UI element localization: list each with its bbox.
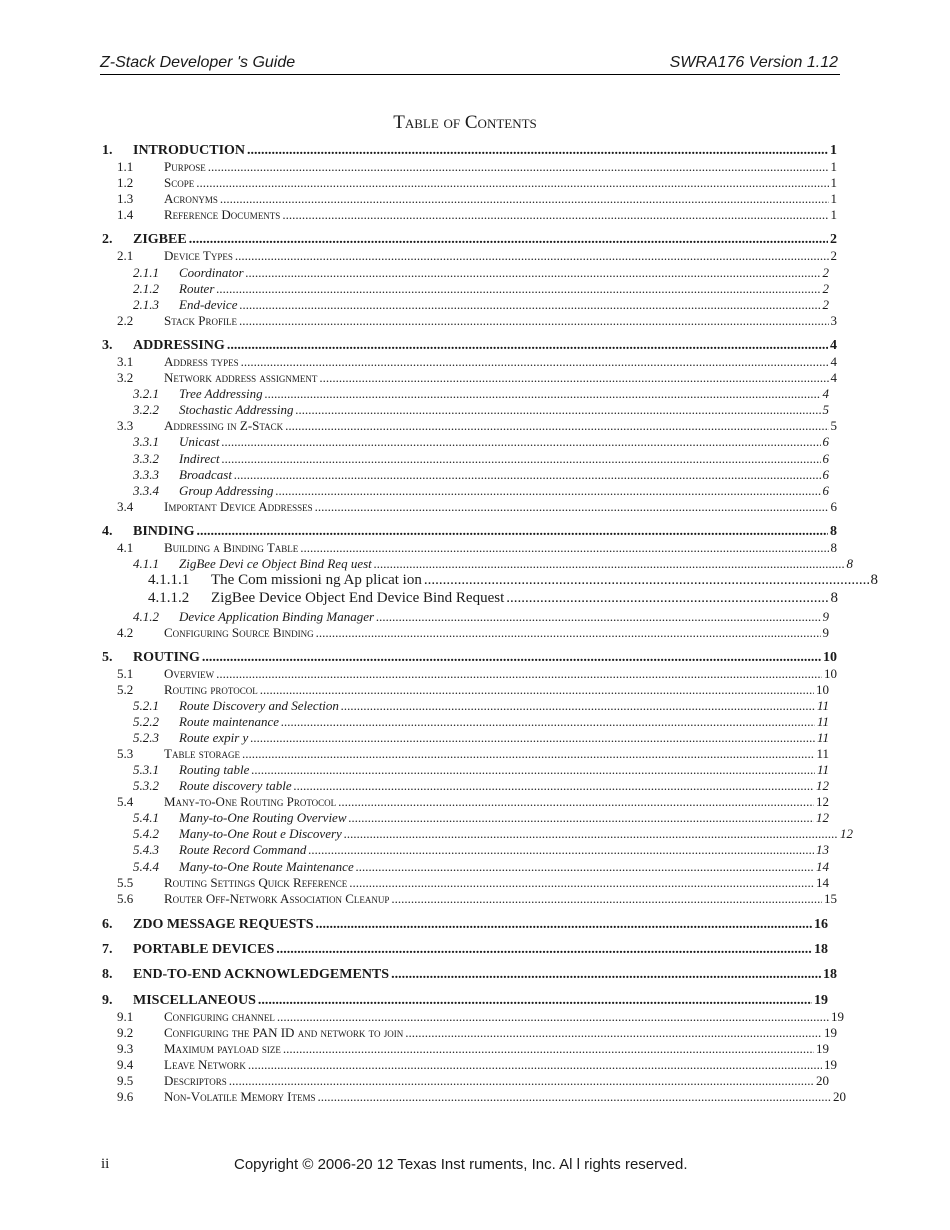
toc-entry[interactable]: 4.1 Building a Binding Table ..... 8 xyxy=(117,540,837,556)
toc-entry[interactable]: 5.5 Routing Settings Quick Reference ..... 14 xyxy=(117,875,829,891)
toc-entry[interactable]: 4.2 Configuring Source Binding ..... 9 xyxy=(117,625,829,641)
toc-entry[interactable]: 3.1 Address types ..... 4 xyxy=(117,354,837,370)
toc-entry[interactable]: 2.2 Stack Profile ..... 3 xyxy=(117,313,837,329)
toc-entry[interactable]: 3.2.1 Tree Addressing ..... 4 xyxy=(133,386,829,402)
toc-entry[interactable]: 5.4 Many-to-One Routing Protocol ..... 12 xyxy=(117,794,829,810)
toc-entry[interactable]: 5.4.3 Route Record Command ..... 13 xyxy=(133,842,829,858)
toc-entry[interactable]: 2.1 Device Types ..... 2 xyxy=(117,248,837,264)
toc-entry[interactable]: 3.4 Important Device Addresses ..... 6 xyxy=(117,499,837,515)
toc-entry[interactable]: 4.1.1 ZigBee Devi ce Object Bind Req uest ..... 8 xyxy=(133,556,853,572)
toc-entry[interactable]: 5.2 Routing protocol ..... 10 xyxy=(117,682,829,698)
toc-entry[interactable]: 1.1 Purpose ..... 1 xyxy=(117,159,837,175)
toc-entry[interactable]: 1.4 Reference Documents ..... 1 xyxy=(117,207,837,223)
toc-entry[interactable]: 9. MISCELLANEOUS ..... 19 xyxy=(102,993,828,1009)
toc-entry[interactable]: 5.4.4 Many-to-One Route Maintenance ..... 14 xyxy=(133,859,829,875)
toc-entry[interactable]: 3.3.1 Unicast ..... 6 xyxy=(133,434,829,450)
toc-entry[interactable]: 2.1.1 Coordinator ..... 2 xyxy=(133,265,829,281)
toc-entry[interactable]: 9.5 Descriptors ..... 20 xyxy=(117,1073,829,1089)
toc-entry[interactable]: 3. ADDRESSING ..... 4 xyxy=(102,338,837,354)
toc-entry[interactable]: 1.3 Acronyms ..... 1 xyxy=(117,191,837,207)
toc-entry[interactable]: 9.2 Configuring the PAN ID and network to join ..... 19 xyxy=(117,1025,837,1041)
toc-entry[interactable]: 9.6 Non-Volatile Memory Items ..... 20 xyxy=(117,1089,846,1105)
toc-entry[interactable]: 8. END-TO-END ACKNOWLEDGEMENTS ..... 18 xyxy=(102,967,837,983)
toc-entry[interactable]: 3.3.3 Broadcast ..... 6 xyxy=(133,467,829,483)
toc-entry[interactable]: 4.1.2 Device Application Binding Manager ..... 9 xyxy=(133,609,829,625)
toc-entry[interactable]: 9.1 Configuring channel ..... 19 xyxy=(117,1009,844,1025)
toc-entry[interactable]: 5.2.3 Route expir y ..... 11 xyxy=(133,730,829,746)
toc-entry[interactable]: 3.3 Addressing in Z-Stack ..... 5 xyxy=(117,418,837,434)
toc-entry[interactable]: 5. ROUTING ..... 10 xyxy=(102,650,837,666)
toc-entry[interactable]: 5.2.1 Route Discovery and Selection ..... 11 xyxy=(133,698,829,714)
toc-entry[interactable]: 2.1.2 Router ..... 2 xyxy=(133,281,829,297)
toc-entry[interactable]: 2. ZIGBEE ..... 2 xyxy=(102,232,837,248)
toc-entry[interactable]: 5.3 Table storage ..... 11 xyxy=(117,746,829,762)
toc-entry[interactable]: 4. BINDING ..... 8 xyxy=(102,524,837,540)
toc-heading: Table of Contents xyxy=(393,112,537,133)
toc-entry[interactable]: 5.3.2 Route discovery table ..... 12 xyxy=(133,778,829,794)
footer-copyright: Copyright © 2006-20 12 Texas Inst ruments, Inc. Al l rights reserved. xyxy=(234,1156,688,1173)
toc-entry[interactable]: 9.4 Leave Network ..... 19 xyxy=(117,1057,837,1073)
toc-entry[interactable]: 9.3 Maximum payload size ..... 19 xyxy=(117,1041,829,1057)
toc-entry[interactable]: 1. INTRODUCTION ..... 1 xyxy=(102,143,837,159)
toc-entry[interactable]: 5.4.2 Many-to-One Rout e Discovery ..... 12 xyxy=(133,826,853,842)
toc-entry[interactable]: 2.1.3 End-device ..... 2 xyxy=(133,297,829,313)
toc-entry[interactable]: 3.2 Network address assignment ..... 4 xyxy=(117,370,837,386)
toc-entry[interactable]: 7. PORTABLE DEVICES ..... 18 xyxy=(102,942,828,958)
toc-entry[interactable]: 6. ZDO MESSAGE REQUESTS ..... 16 xyxy=(102,917,828,933)
toc-entry[interactable]: 3.2.2 Stochastic Addressing ..... 5 xyxy=(133,402,829,418)
header-doc-version: SWRA176 Version 1.12 xyxy=(669,54,838,71)
toc-entry[interactable]: 5.4.1 Many-to-One Routing Overview ..... 12 xyxy=(133,810,829,826)
toc-entry[interactable]: 1.2 Scope ..... 1 xyxy=(117,175,837,191)
toc-entry[interactable]: 5.6 Router Off-Network Association Cleanup ..... 15 xyxy=(117,891,837,907)
toc-entry[interactable]: 4.1.1.2 ZigBee Device Object End Device Bind Request ..... 8 xyxy=(148,590,838,607)
footer-page-number: ii xyxy=(101,1156,110,1172)
toc-entry[interactable]: 4.1.1.1 The Com missioni ng Ap plicat ion ..... 8 xyxy=(148,572,878,589)
header-doc-title: Z-Stack Developer 's Guide xyxy=(100,54,296,71)
toc-entry[interactable]: 3.3.2 Indirect ..... 6 xyxy=(133,451,829,467)
toc-entry[interactable]: 5.3.1 Routing table ..... 11 xyxy=(133,762,829,778)
toc-entry[interactable]: 3.3.4 Group Addressing ..... 6 xyxy=(133,483,829,499)
toc-entry[interactable]: 5.1 Overview ..... 10 xyxy=(117,666,837,682)
toc-entry[interactable]: 5.2.2 Route maintenance ..... 11 xyxy=(133,714,829,730)
